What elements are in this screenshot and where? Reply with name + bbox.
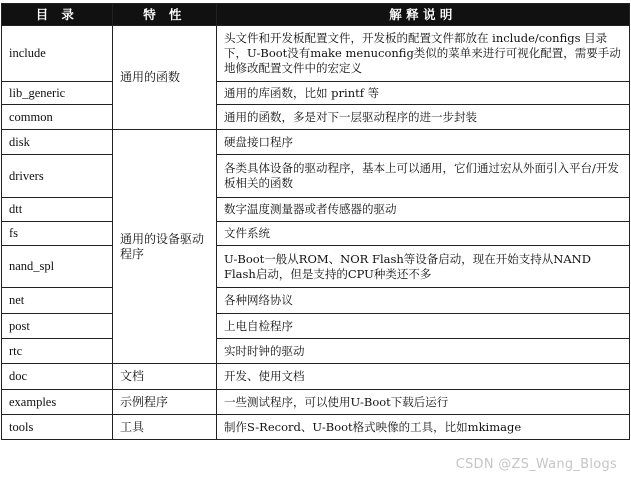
table-row (2, 198, 630, 222)
table-row (2, 288, 630, 314)
dir-description: 开发、使用文档 (217, 364, 630, 390)
table-row (2, 222, 630, 246)
dir-name: examples (2, 390, 113, 415)
dir-description: 硬盘接口程序 (217, 130, 630, 155)
feature-cell: 通用的设备驱动程序 (113, 130, 217, 364)
table-row (2, 105, 630, 130)
dir-description: 各种网络协议 (217, 288, 630, 314)
header-directory: 目 录 (2, 4, 113, 26)
uboot-directory-table (1, 3, 630, 440)
dir-description: 实时时钟的驱动 (217, 339, 630, 364)
feature-cell: 工具 (113, 415, 217, 440)
dir-name: tools (2, 415, 113, 440)
table-row (2, 390, 630, 415)
table-row (2, 155, 630, 198)
table-row (2, 246, 630, 288)
dir-name: drivers (2, 155, 113, 198)
dir-name: post (2, 314, 113, 339)
dir-name: include (2, 26, 113, 82)
dir-description: U-Boot一般从ROM、NOR Flash等设备启动，现在开始支持从NAND Flash启动，但是支持的CPU种类还不多 (217, 246, 630, 288)
dir-name: rtc (2, 339, 113, 364)
dir-description: 上电自检程序 (217, 314, 630, 339)
dir-name: dtt (2, 198, 113, 222)
table-row (2, 364, 630, 390)
table-header-row (2, 4, 630, 26)
feature-cell: 文档 (113, 364, 217, 390)
dir-description: 制作S-Record、U-Boot格式映像的工具，比如mkimage (217, 415, 630, 440)
table-row (2, 82, 630, 105)
feature-cell: 通用的函数 (113, 26, 217, 130)
table-row (2, 314, 630, 339)
table-row (2, 339, 630, 364)
header-feature: 特 性 (113, 4, 217, 26)
dir-description: 文件系统 (217, 222, 630, 246)
table-row (2, 26, 630, 82)
dir-description: 通用的函数，多是对下一层驱动程序的进一步封装 (217, 105, 630, 130)
dir-name: common (2, 105, 113, 130)
dir-name: nand_spl (2, 246, 113, 288)
dir-description: 头文件和开发板配置文件，开发板的配置文件都放在 include/configs 目录下，U-Boot没有make menuconfig类似的菜单来进行可视化配置，需要手动地修改配置文件中的宏定义 (217, 26, 630, 82)
dir-description: 通用的库函数，比如 printf 等 (217, 82, 630, 105)
table-row (2, 415, 630, 440)
dir-description: 一些测试程序，可以使用U-Boot下载后运行 (217, 390, 630, 415)
watermark: CSDN @ZS_Wang_Blogs (455, 457, 617, 472)
header-description: 解释说明 (217, 4, 630, 26)
dir-description: 各类具体设备的驱动程序，基本上可以通用，它们通过宏从外面引入平台/开发板相关的函数 (217, 155, 630, 198)
dir-name: fs (2, 222, 113, 246)
dir-description: 数字温度测量器或者传感器的驱动 (217, 198, 630, 222)
table-row (2, 130, 630, 155)
feature-cell: 示例程序 (113, 390, 217, 415)
dir-name: doc (2, 364, 113, 390)
dir-name: disk (2, 130, 113, 155)
dir-name: net (2, 288, 113, 314)
dir-name: lib_generic (2, 82, 113, 105)
